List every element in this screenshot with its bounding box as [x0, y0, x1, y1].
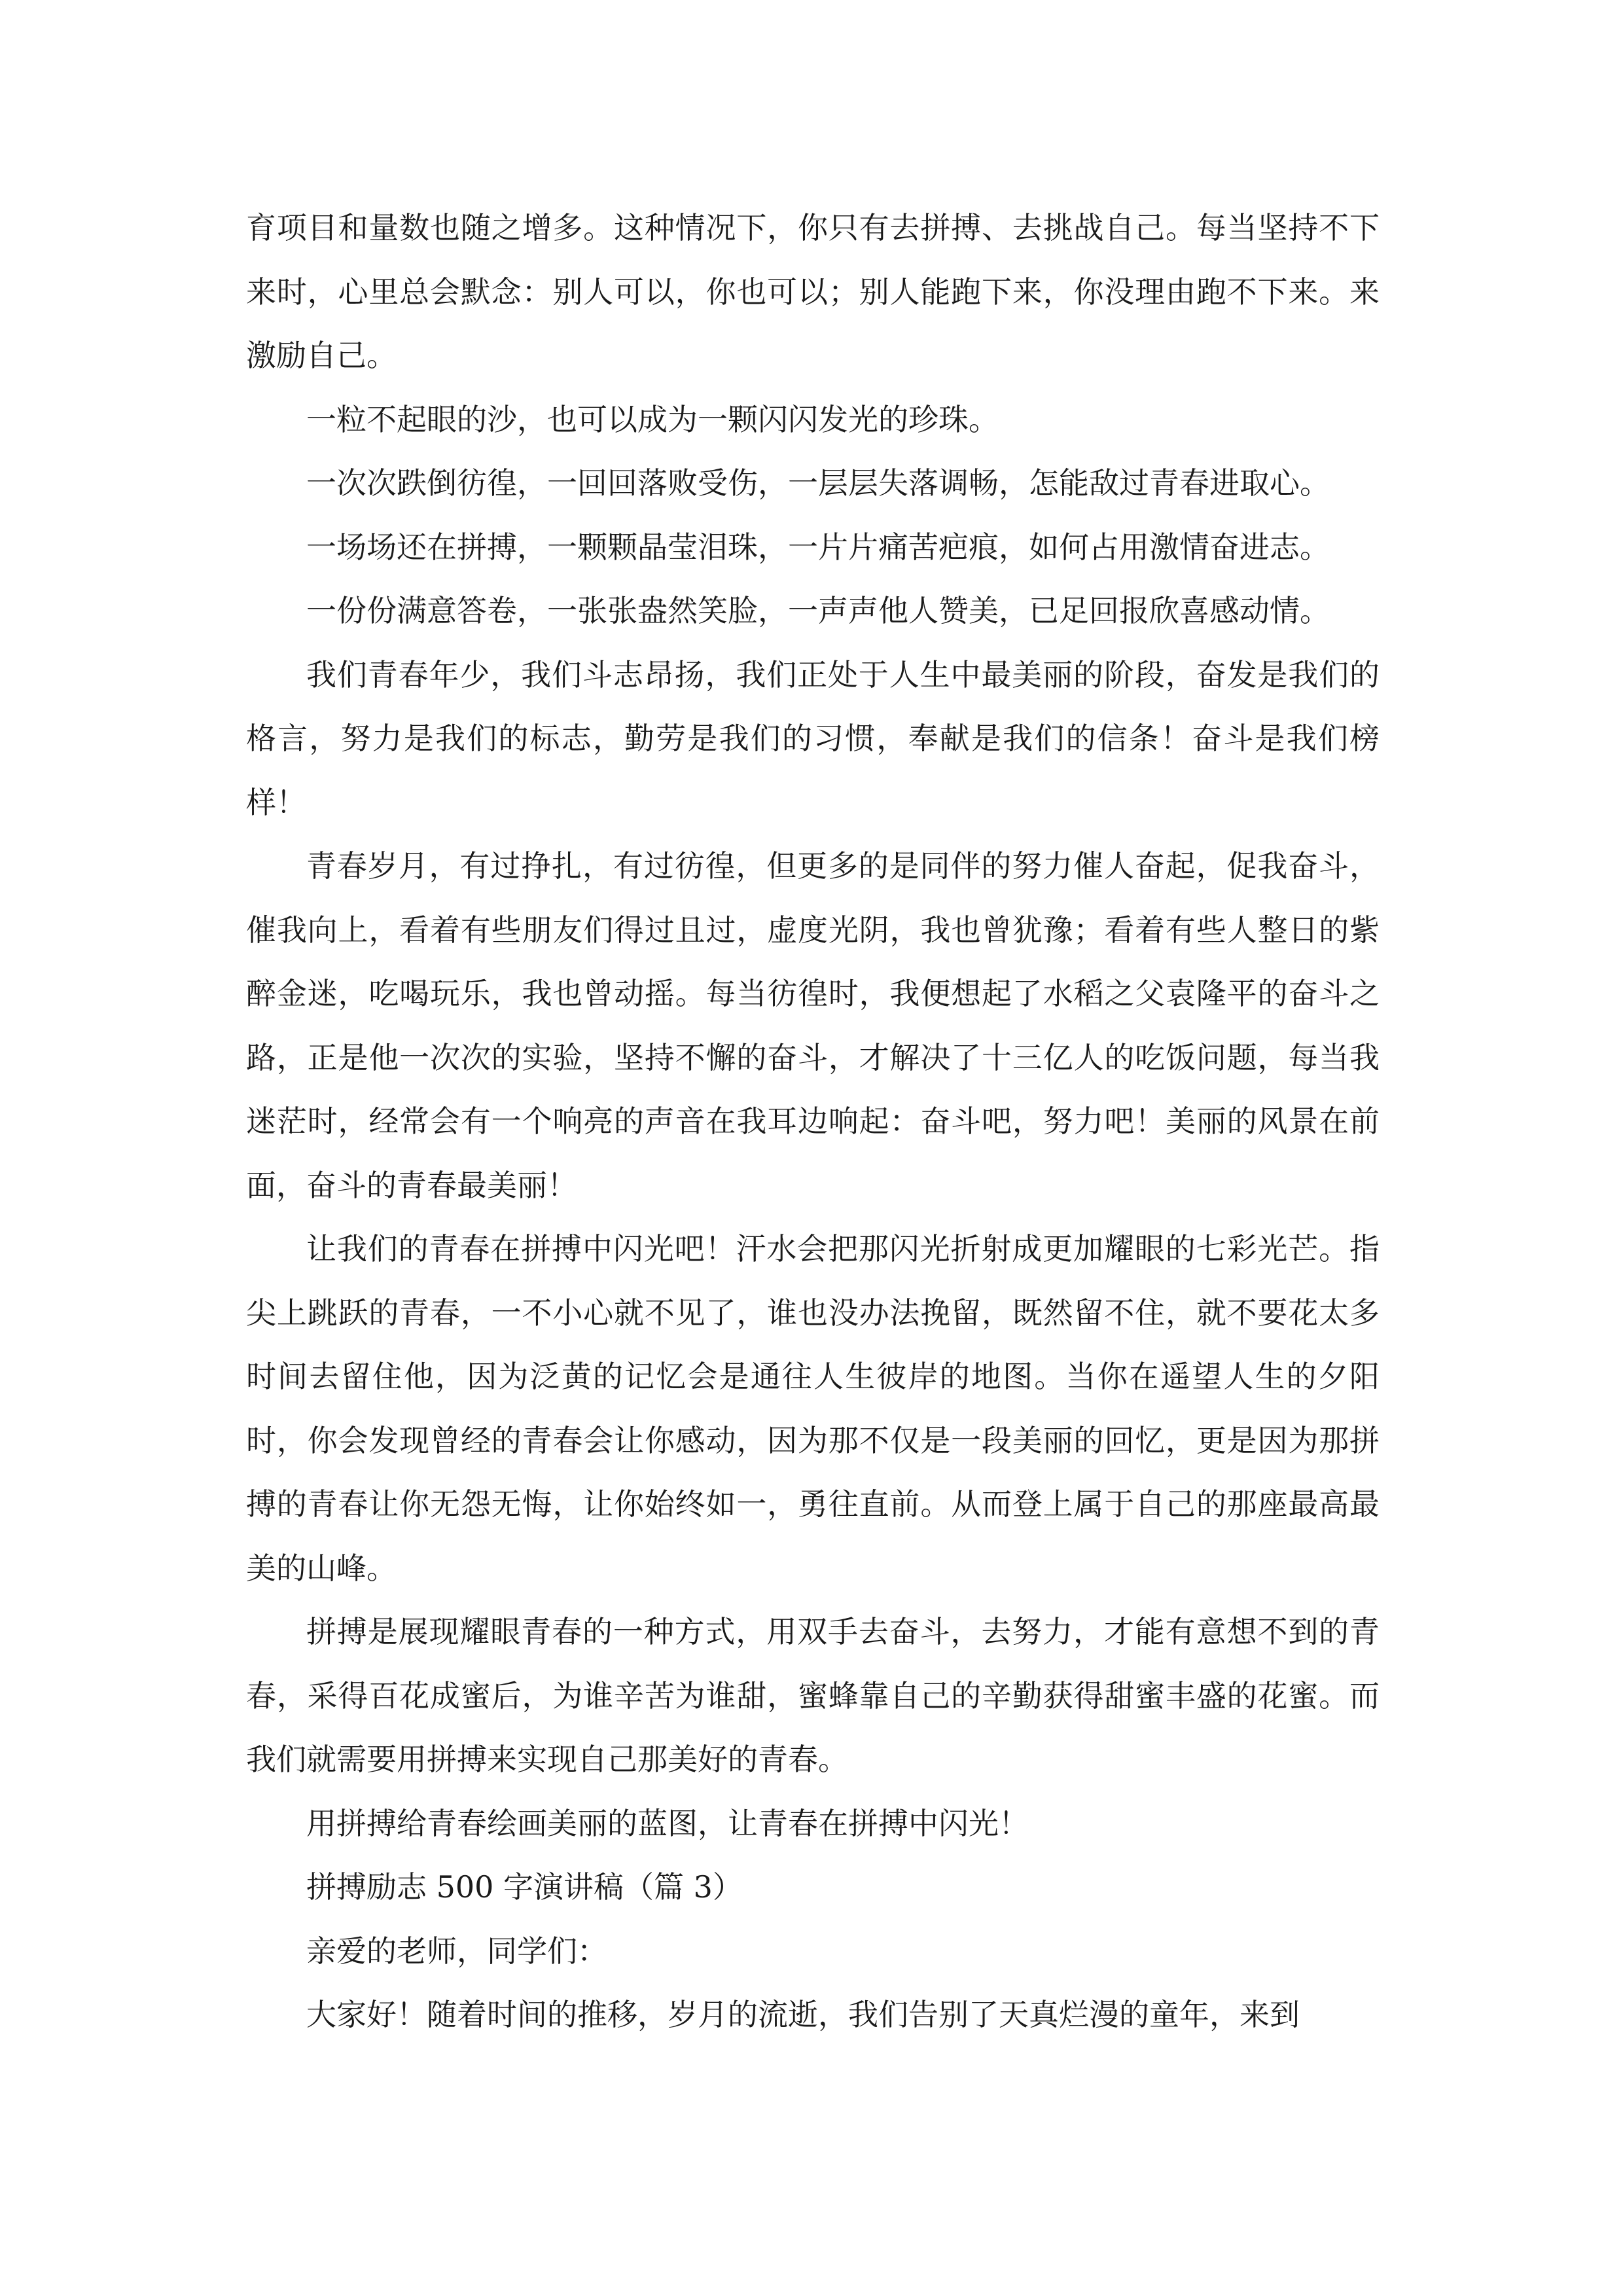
paragraph: 青春岁月，有过挣扎，有过彷徨，但更多的是同伴的努力催人奋起，促我奋斗，催我向上，看着有些朋友们得过且过，虚度光阴，我也曾犹豫；看着有些人整日的紫醉金迷，吃喝玩乐，我也曾动摇。每当彷徨时，我便想起了水稻之父袁隆平的奋斗之路，正是他一次次的实验，坚持不懈的奋斗，才解决了十三亿人的吃饭问题，每当我迷茫时，经常会有一个响亮的声音在我耳边响起：奋斗吧，努力吧！美丽的风景在前面，奋斗的青春最美丽！ [246, 848, 1380, 1203]
paragraph: 一份份满意答卷，一张张盎然笑脸，一声声他人赞美，已足回报欣喜感动情。 [306, 593, 1330, 628]
paragraph: 一次次跌倒彷徨，一回回落败受伤，一层层失落调畅，怎能敌过青春进取心。 [306, 465, 1330, 501]
salutation: 亲爱的老师，同学们： [306, 1933, 607, 1969]
paragraph: 一场场还在拼搏，一颗颗晶莹泪珠，一片片痛苦疤痕，如何占用激情奋进志。 [306, 529, 1330, 565]
paragraph: 我们青春年少，我们斗志昂扬，我们正处于人生中最美丽的阶段，奋发是我们的格言，努力是我们的标志，勤劳是我们的习惯，奉献是我们的信条！奋斗是我们榜样！ [246, 656, 1380, 820]
section-heading: 拼搏励志 500 字演讲稿（篇 3） [306, 1869, 743, 1905]
document-body [246, 196, 1380, 2047]
paragraph: 用拼搏给青春绘画美丽的蓝图，让青春在拼搏中闪光！ [306, 1805, 1029, 1841]
paragraph-continued: 育项目和量数也随之增多。这种情况下，你只有去拼搏、去挑战自己。每当坚持不下来时，心里总会默念：别人可以，你也可以；别人能跑下来，你没理由跑不下来。来激励自己。 [246, 210, 1380, 373]
paragraph: 一粒不起眼的沙，也可以成为一颗闪闪发光的珍珠。 [306, 401, 999, 437]
paragraph: 大家好！随着时间的推移，岁月的流逝，我们告别了天真烂漫的童年，来到 [306, 1997, 1300, 2032]
paragraph: 拼搏是展现耀眼青春的一种方式，用双手去奋斗，去努力，才能有意想不到的青春，采得百花成蜜后，为谁辛苦为谁甜，蜜蜂靠自己的辛勤获得甜蜜丰盛的花蜜。而我们就需要用拼搏来实现自己那美好的青春。 [246, 1614, 1380, 1777]
paragraph: 让我们的青春在拼搏中闪光吧！汗水会把那闪光折射成更加耀眼的七彩光芒。指尖上跳跃的青春，一不小心就不见了，谁也没办法挽留，既然留不住，就不要花太多时间去留住他，因为泛黄的记忆会是通往人生彼岸的地图。当你在遥望人生的夕阳时，你会发现曾经的青春会让你感动，因为那不仅是一段美丽的回忆，更是因为那拼搏的青春让你无怨无悔，让你始终如一，勇往直前。从而登上属于自己的那座最高最美的山峰。 [246, 1231, 1380, 1586]
